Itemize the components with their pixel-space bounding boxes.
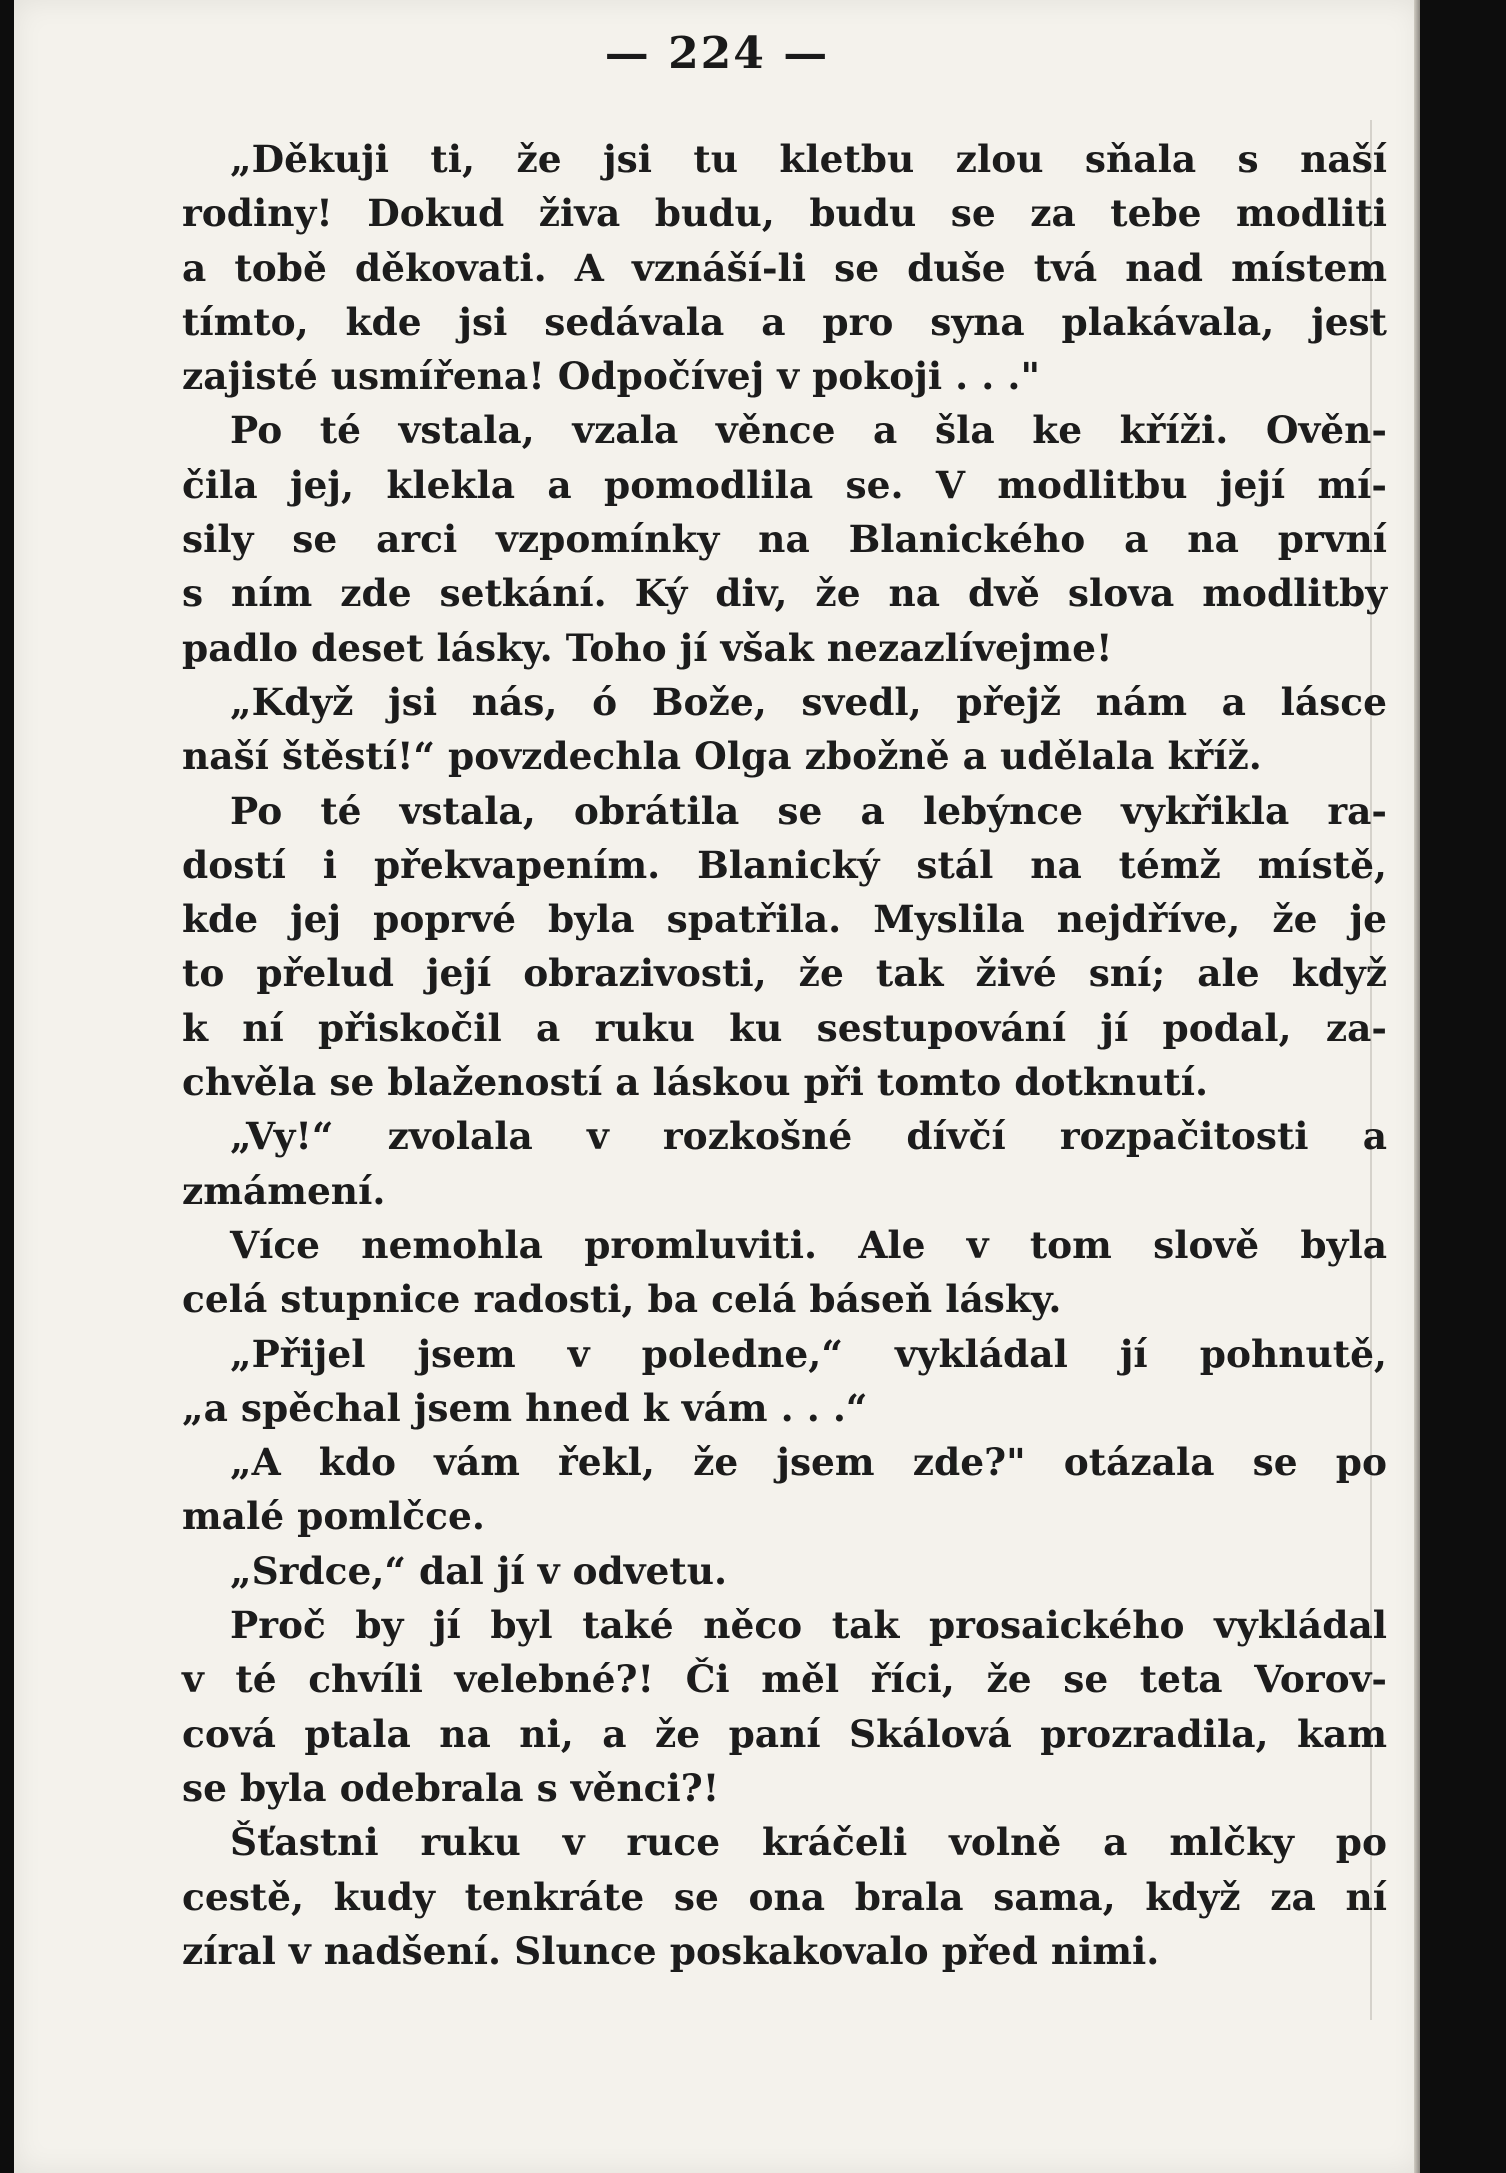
page-number: — 224 —	[604, 28, 830, 79]
text-line: „Děkuji ti, že jsi tu kletbu zlou sňala s naší	[230, 137, 1387, 181]
text-line: malé pomlčce.	[182, 1494, 485, 1539]
text-line: Více nemohla promluviti. Ale v tom slově byla	[230, 1222, 1387, 1267]
text-line: chvěla se blažeností a láskou při tomto dotknutí.	[182, 1060, 1208, 1105]
text-line: „A kdo vám řekl, že jsem zde?" otázala se po	[230, 1440, 1387, 1485]
text-line: rodiny! Dokud živa budu, budu se za tebe modliti	[182, 191, 1387, 236]
text-line: „Vy!“ zvolala v rozkošné dívčí rozpačitosti a	[230, 1114, 1387, 1159]
text-line: v té chvíli velebné?! Či měl říci, že se teta Vorov-	[182, 1657, 1387, 1702]
text-line: Proč by jí byl také něco tak prosaického vykládal	[230, 1603, 1387, 1648]
text-line: čila jej, klekla a pomodlila se. V modlitbu její mí-	[182, 462, 1387, 507]
page-binding-edge	[1414, 0, 1420, 2173]
text-line: „Srdce,“ dal jí v odvetu.	[230, 1548, 728, 1593]
text-line: padlo deset lásky. Toho jí však nezazlívejme!	[182, 625, 1113, 670]
body-text	[182, 132, 1387, 1978]
text-line: zajisté usmířena! Odpočívej v pokoji . . ."	[182, 354, 1040, 399]
text-line: to přelud její obrazivosti, že tak živé sní; ale když	[182, 951, 1387, 996]
text-line: dostí i překvapením. Blanický stál na témž místě,	[182, 842, 1387, 887]
text-line: Šťastni ruku v ruce kráčeli volně a mlčky po	[230, 1820, 1387, 1865]
text-line: cestě, kudy tenkráte se ona brala sama, když za ní	[182, 1874, 1387, 1919]
text-line: zmámení.	[182, 1168, 386, 1213]
text-line: celá stupnice radosti, ba celá báseň lásky.	[182, 1277, 1062, 1322]
book-page	[14, 0, 1420, 2173]
text-line: zíral v nadšení. Slunce poskakovalo před nimi.	[182, 1928, 1160, 1973]
text-line: se byla odebrala s věnci?!	[182, 1765, 720, 1810]
text-line: Po té vstala, obrátila se a lebýnce vykřikla ra-	[230, 788, 1387, 833]
text-line: naší štěstí!“ povzdechla Olga zbožně a udělala kříž.	[182, 734, 1262, 779]
text-line: s ním zde setkání. Ký div, že na dvě slova modlitby	[182, 571, 1387, 616]
text-line: k ní přiskočil a ruku ku sestupování jí podal, za-	[182, 1005, 1387, 1050]
text-line: tímto, kde jsi sedávala a pro syna plakávala, jest	[182, 299, 1387, 344]
text-line: „a spěchal jsem hned k vám . . .“	[182, 1385, 868, 1430]
text-line: kde jej poprvé byla spatřila. Myslila nejdříve, že je	[182, 897, 1387, 942]
text-line: sily se arci vzpomínky na Blanického a na první	[182, 517, 1387, 562]
text-line: a tobě děkovati. A vznáší-li se duše tvá nad místem	[182, 245, 1387, 290]
text-line: Po té vstala, vzala věnce a šla ke kříži. Ověn-	[230, 408, 1387, 453]
text-line: cová ptala na ni, a že paní Skálová prozradila, kam	[182, 1711, 1387, 1756]
text-line: „Přijel jsem v poledne,“ vykládal jí pohnutě,	[230, 1331, 1387, 1376]
text-line: „Když jsi nás, ó Bože, svedl, přejž nám a lásce	[230, 679, 1387, 724]
